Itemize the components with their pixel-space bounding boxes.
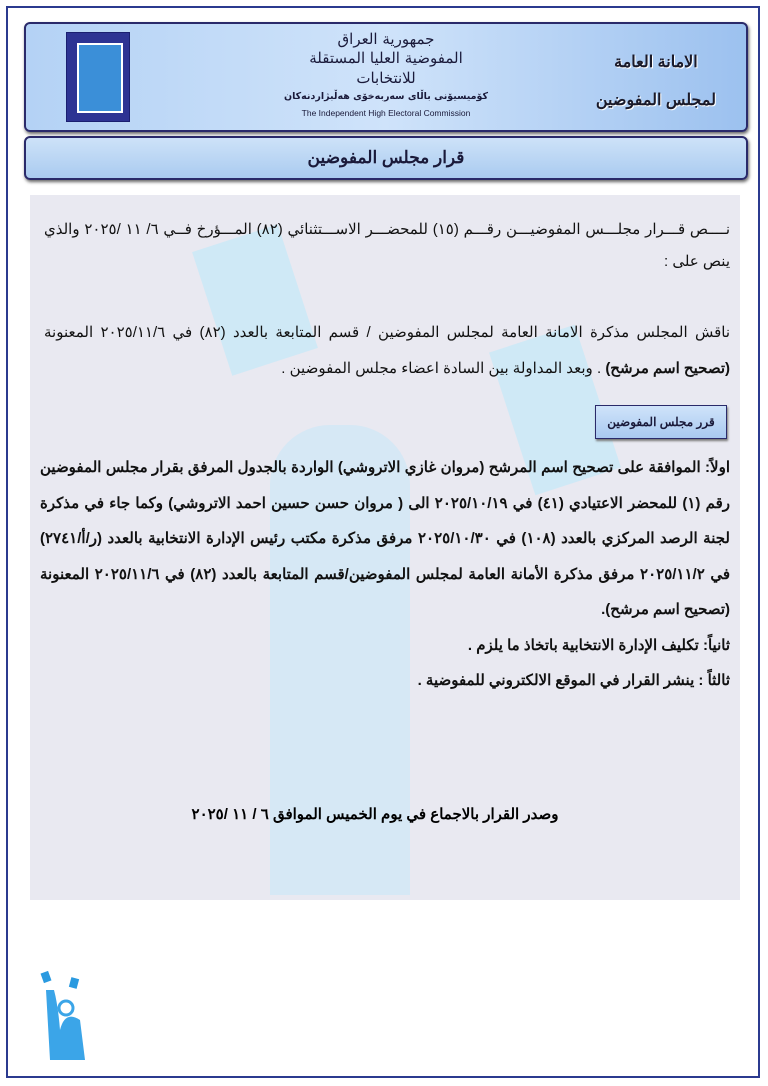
decision-items [40, 450, 730, 699]
discussion-text-end: . وبعد المداولة بين السادة اعضاء مجلس المفوضين . [281, 360, 606, 377]
commission-logo-small [40, 970, 90, 1070]
emblem-commission-kurdish: كۆمیسیۆنی باڵای سەربەخۆی هەڵبژاردنەکان [283, 91, 489, 102]
final-statement: وصدر القرار بالاجماع في يوم الخميس الموافق ٦ / ١١ /٢٠٢٥ [191, 806, 559, 823]
discussion-subject: (تصحيح اسم مرشح) [605, 360, 730, 377]
document-title: قرار مجلس المفوضين [24, 136, 748, 180]
secretariat-label [596, 44, 716, 120]
commission-logo [66, 32, 130, 122]
letterhead [24, 22, 748, 132]
emblem-commission-english: The Independent High Electoral Commission [301, 108, 471, 118]
discussion-text: ناقش المجلس مذكرة الامانة العامة لمجلس المفوضين / قسم المتابعة بالعدد (٨٢) في ٢٠٢٥/١١/٦ المعنونة [44, 324, 730, 341]
emblem-commission-arabic: المفوضية العليا المستقلة للانتخابات [309, 49, 463, 87]
secretariat-line2: لمجلس المفوضين [595, 92, 716, 109]
decision-second: ثانياً: تكليف الإدارة الانتخابية باتخاذ ما يلزم . [467, 636, 730, 654]
decision-first: اولاً: الموافقة على تصحيح اسم المرشح (مروان غازي الاتروشي) الواردة بالجدول المرفق بقرار مجلس المفوضين رقم (١) للمحضر الاعتيادي (٤١) في ٢٠٢٥/١٠/١٩ الى ( مروان حسن حسين احمد الاتروشي) وكما جاء في مذكرة لجنة الرصد المركزي بالعدد (١٠٨) في ٢٠٢٥/١٠/٣٠ مرفق مذكرة مكتب رئيس الإدارة الانتخابية بالعدد (ر/أ/٢٧٤١) في ٢٠٢٥/١١/٢ مرفق مذكرة الأمانة العامة لمجلس المفوضين/قسم المتابعة بالعدد (٨٢) في ٢٠٢٥/١١/٦ المعنونة (تصحيح اسم مرشح). [40, 459, 731, 618]
decided-label: قرر مجلس المفوضين [595, 405, 727, 439]
discussion-paragraph [44, 315, 730, 387]
intro-paragraph: نــــص قـــرار مجلـــس المفوضيـــن رقـــم (١٥) للمحضـــر الاســـتثنائي (٨٢) المـــؤرخ فــي ٦/ ١١ /٢٠٢٥ والذي ينص على : [44, 221, 731, 270]
secretariat-line1: الامانة العامة [614, 54, 698, 71]
emblem-country: جمهورية العراق [337, 30, 435, 48]
commission-emblem [281, 30, 491, 120]
decision-third: ثالثاً : ينشر القرار في الموقع الالكتروني للمفوضية . [417, 672, 730, 689]
